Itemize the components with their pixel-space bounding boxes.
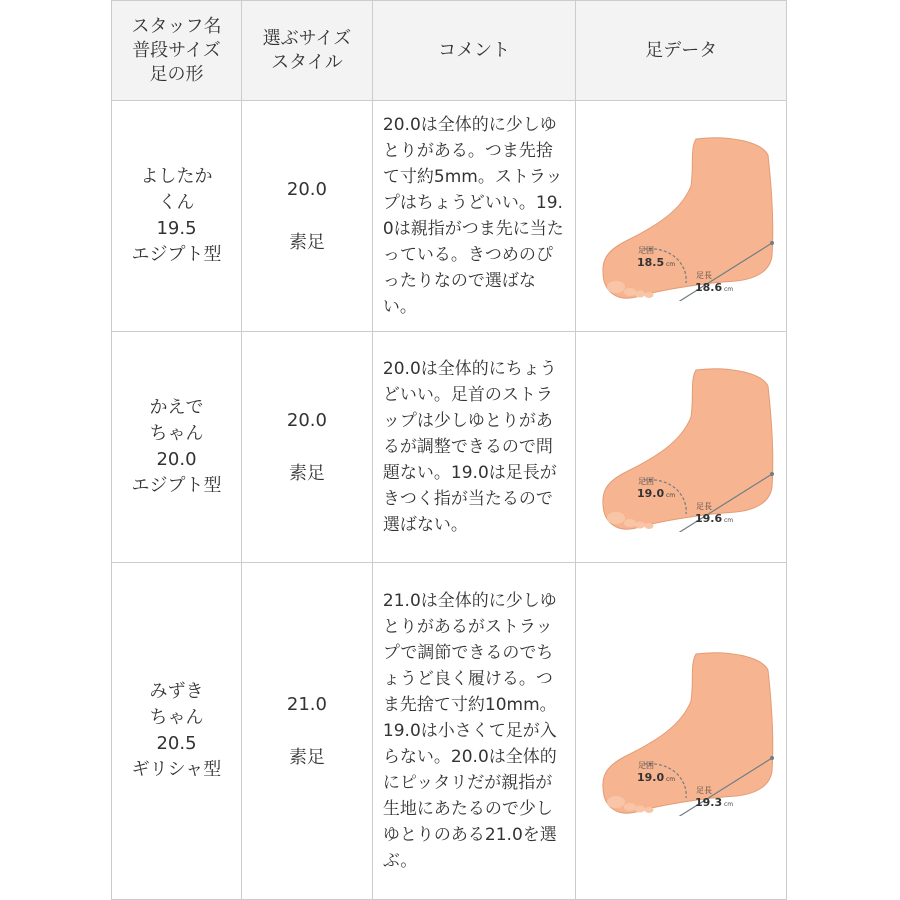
foot-shape-image (603, 138, 773, 298)
table-row (112, 101, 787, 332)
girth-value: 18.5 (637, 256, 665, 269)
header-foot-data: 足データ (576, 1, 787, 101)
length-unit: cm (724, 801, 734, 808)
size-comparison-table (111, 0, 787, 900)
table-row (112, 332, 787, 563)
girth-label: 足囲 (638, 246, 655, 255)
length-label: 足長 (696, 502, 713, 511)
header-chosen-size: 選ぶサイズ (262, 27, 352, 49)
length-value: 18.6 (695, 281, 723, 294)
header-style: スタイル (271, 51, 343, 73)
comment-cell (372, 101, 576, 332)
comment-cell (372, 563, 576, 900)
girth-label: 足囲 (638, 761, 655, 770)
staff-name-line: ちゃん (149, 423, 204, 444)
comment-text: 21.0は全体的に少しゆとりがあるがストラップで調節できるのでちょうど良く履ける。つま先捨て寸約10mm。19.0は小さくて足が入らない。20.0は全体的にピッタリだが親指が生地にあたるので少しゆとりのある21.0を選ぶ。 (382, 591, 557, 871)
length-value: 19.3 (695, 796, 723, 809)
usual-size: 19.5 (156, 218, 197, 239)
header-staff (112, 1, 242, 101)
foot-shape: エジプト型 (131, 244, 222, 265)
style: 素足 (288, 746, 325, 768)
header-staff-name: スタッフ名 (131, 15, 222, 37)
length-unit: cm (724, 286, 734, 293)
staff-cell (112, 563, 242, 900)
staff-name-line: よしたか (140, 166, 213, 187)
header-comment: コメント (372, 1, 576, 101)
foot-illustration (586, 646, 776, 816)
girth-value: 19.0 (637, 771, 665, 784)
style: 素足 (288, 462, 325, 484)
chosen-size: 20.0 (286, 178, 327, 200)
usual-size: 20.0 (156, 449, 197, 470)
chosen-size: 20.0 (286, 409, 327, 431)
girth-unit: cm (666, 492, 676, 499)
length-label: 足長 (696, 786, 713, 795)
foot-data-cell (576, 332, 787, 563)
header-size-style (241, 1, 372, 101)
size-cell (241, 563, 372, 900)
foot-shape: ギリシャ型 (131, 759, 222, 780)
foot-shape-image (603, 653, 773, 813)
staff-name-line: ちゃん (149, 707, 204, 728)
length-unit: cm (724, 517, 734, 524)
chosen-size: 21.0 (286, 693, 327, 715)
table-header-row (112, 1, 787, 101)
staff-name-line: かえで (149, 397, 204, 418)
style: 素足 (288, 231, 325, 253)
length-label: 足長 (696, 271, 713, 280)
comment-cell (372, 332, 576, 563)
staff-name-line: みずき (149, 681, 204, 702)
header-foot-shape: 足の形 (149, 63, 204, 85)
size-cell (241, 332, 372, 563)
comment-text: 20.0は全体的にちょうどいい。足首のストラップは少しゆとりがあるが調整できるので問題ない。19.0は足長がきつく指が当たるので選ばない。 (382, 359, 557, 535)
usual-size: 20.5 (156, 733, 197, 754)
staff-name-line: くん (158, 192, 195, 213)
foot-data-cell (576, 101, 787, 332)
staff-cell (112, 332, 242, 563)
comment-text: 20.0は全体的に少しゆとりがある。つま先捨て寸約5mm。ストラップはちょうどいい。19.0は親指がつま先に当たっている。きつめのぴったりなので選ばない。 (382, 115, 564, 317)
header-usual-size: 普段サイズ (132, 39, 221, 61)
girth-unit: cm (666, 261, 676, 268)
foot-illustration (586, 362, 776, 532)
girth-unit: cm (666, 776, 676, 783)
size-cell (241, 101, 372, 332)
girth-label: 足囲 (638, 477, 655, 486)
staff-cell (112, 101, 242, 332)
foot-illustration (586, 131, 776, 301)
foot-data-cell (576, 563, 787, 900)
foot-shape: エジプト型 (131, 475, 222, 496)
length-value: 19.6 (695, 512, 723, 525)
girth-value: 19.0 (637, 487, 665, 500)
table-row (112, 563, 787, 900)
foot-shape-image (603, 369, 773, 529)
